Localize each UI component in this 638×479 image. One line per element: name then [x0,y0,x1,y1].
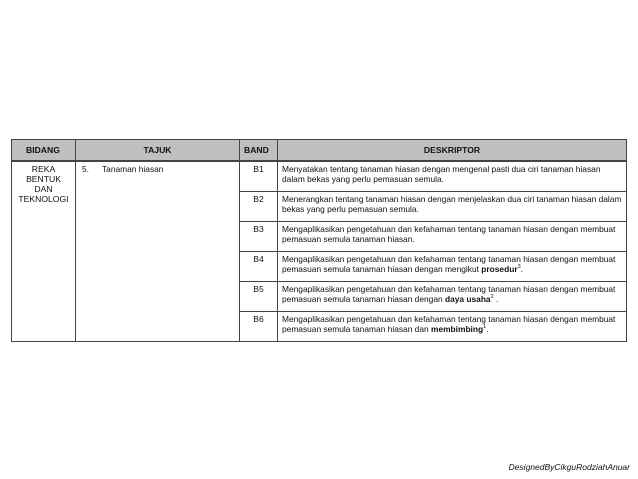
rubric-table [11,139,627,342]
table-row [11,162,627,192]
header-row [11,139,627,162]
descriptor-cell [277,162,627,192]
descriptor-end: . [493,294,499,304]
bidang-line: DAN [34,184,53,194]
bidang-line: BENTUK [26,174,61,184]
descriptor-cell [277,282,627,312]
bidang-line: TEKNOLOGI [18,194,69,204]
descriptor-text: Mengaplikasikan pengetahuan dan kefahaman tentang tanaman hiasan dengan membuat pemasuan semula tanaman hiasan dengan [282,284,616,304]
descriptor-text: Menyatakan tentang tanaman hiasan dengan mengenal pasti dua ciri tanaman hiasan dalam bekas yang perlu pemasuan semula. [282,164,601,184]
tajuk-text: Tanaman hiasan [102,164,164,174]
bidang-line: REKA [31,164,56,174]
descriptor-text: Menerangkan tentang tanaman hiasan dengan menjelaskan dua ciri tanaman hiasan dalam bekas yang perlu pemasuan semula. [282,194,622,214]
header-bidang: BIDANG [11,139,75,162]
descriptor-text: Mengaplikasikan pengetahuan dan kefahaman tentang tanaman hiasan dengan membuat pemasuan semula tanaman hiasan. [282,224,616,244]
descriptor-cell [277,312,627,342]
designer-credit: DesignedByCikguRodziahAnuar [508,462,630,472]
descriptor-text: Mengaplikasikan pengetahuan dan kefahaman tentang tanaman hiasan dengan membuat pemasuan semula tanaman hiasan dan [282,314,616,334]
header-band: BAND [239,139,277,162]
header-deskriptor: DESKRIPTOR [277,139,627,162]
descriptor-end: . [486,324,489,334]
descriptor-superscript: 2 [490,294,494,301]
band-cell: B6 [239,312,277,342]
band-cell: B5 [239,282,277,312]
descriptor-cell [277,192,627,222]
bidang-cell [11,162,75,342]
descriptor-keyword: prosedur [481,264,518,274]
header-tajuk: TAJUK [75,139,239,162]
band-cell: B1 [239,162,277,192]
descriptor-cell [277,222,627,252]
descriptor-keyword: membimbing [431,324,484,334]
band-cell: B3 [239,222,277,252]
descriptor-superscript: 1 [483,324,487,331]
descriptor-keyword: daya usaha [444,294,491,304]
descriptor-text: Mengaplikasikan pengetahuan dan kefahaman tentang tanaman hiasan dengan membuat pemasuan semula tanaman hiasan dengan mengikut [282,254,616,274]
band-cell: B4 [239,252,277,282]
descriptor-end: . [520,264,523,274]
descriptor-superscript: 3 [517,264,521,271]
tajuk-cell [75,162,239,342]
band-cell: B2 [239,192,277,222]
descriptor-cell [277,252,627,282]
tajuk-number: 5. [82,164,89,174]
